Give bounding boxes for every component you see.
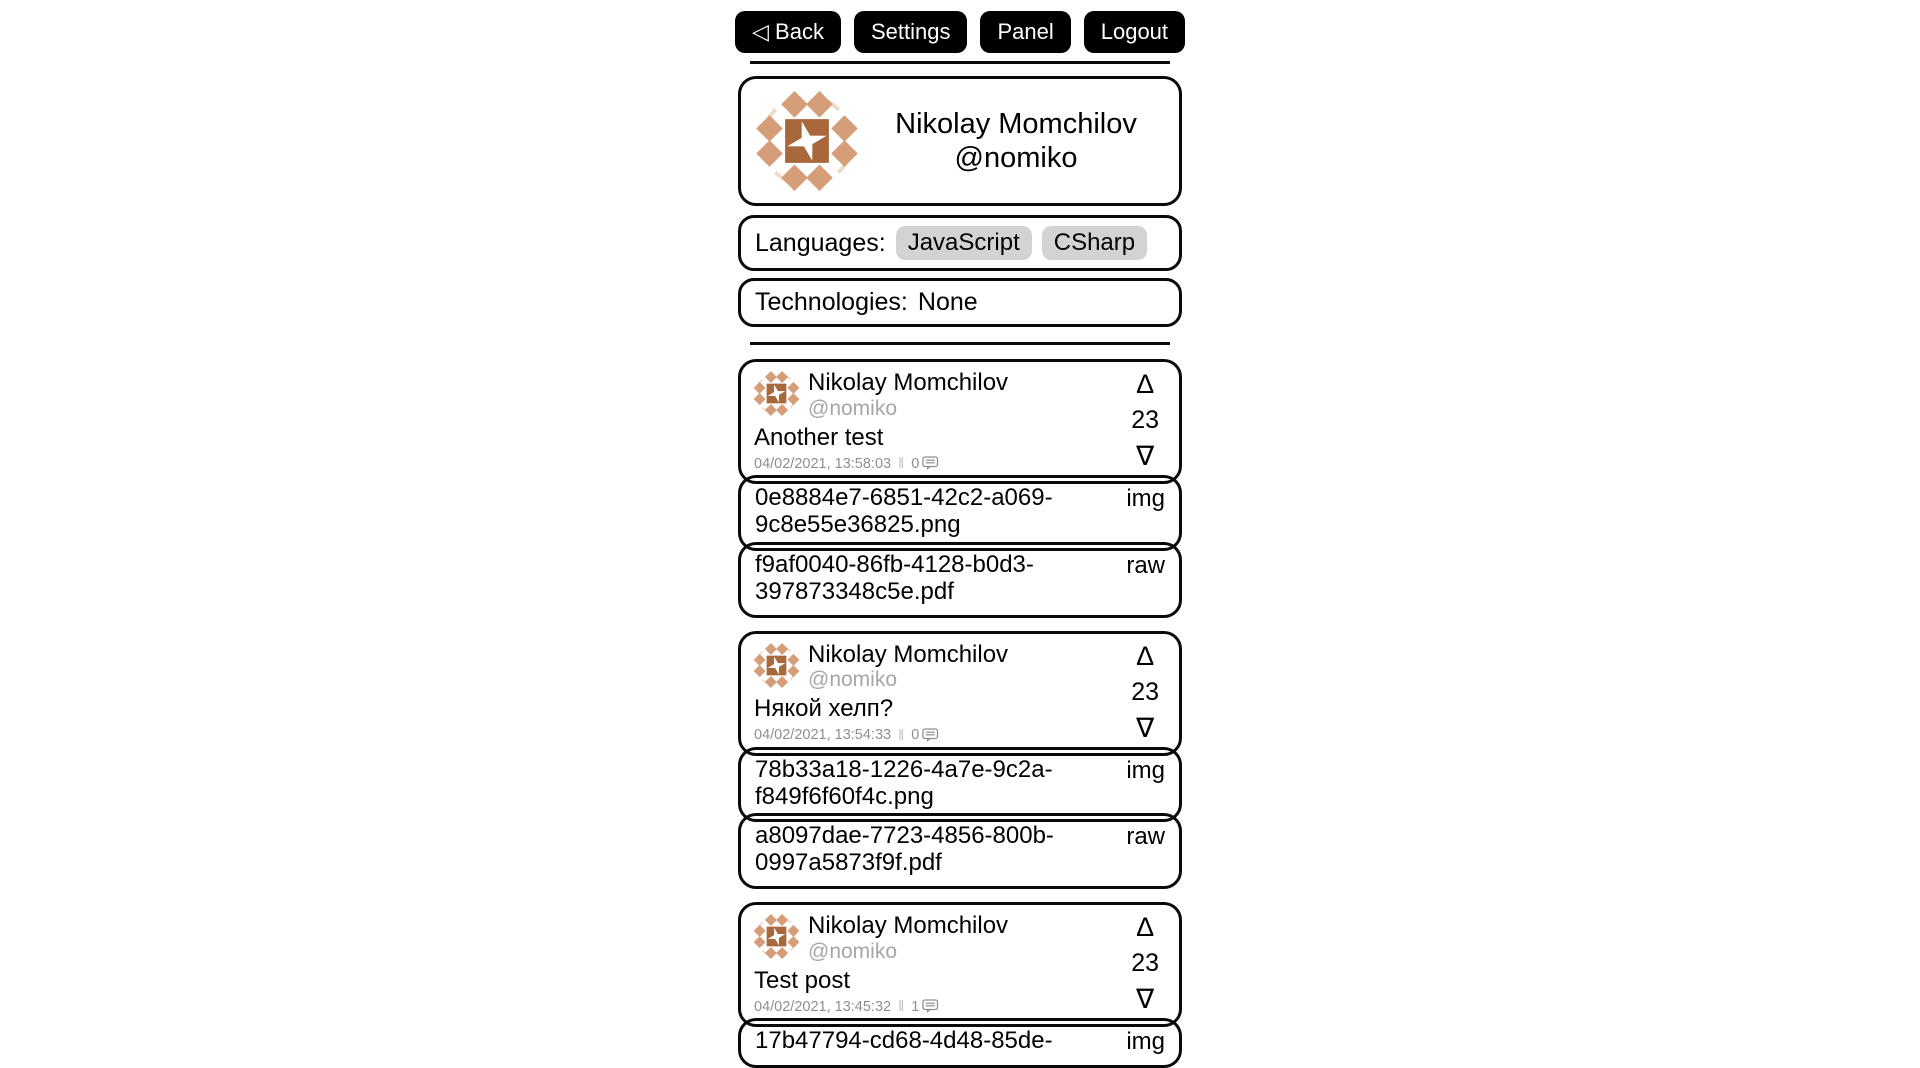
meta-separator: ‖ xyxy=(898,726,905,744)
post-author-avatar xyxy=(754,369,799,416)
comment-count: 1 xyxy=(911,998,920,1015)
post-comments xyxy=(911,999,939,1015)
post-timestamp: 04/02/2021, 13:54:33 xyxy=(754,727,892,744)
file-name: f9af0040-86fb-4128-b0d3-397873348c5e.pdf xyxy=(755,550,1034,605)
comment-icon xyxy=(922,999,939,1014)
file-name: 17b47794-cd68-4d48-85de- xyxy=(755,1027,1053,1055)
profile-name: Nikolay Momchilov xyxy=(895,107,1137,140)
language-tag: CSharp xyxy=(1042,226,1147,260)
downvote-button[interactable]: ∇ xyxy=(1136,441,1155,472)
profile-page xyxy=(738,0,1182,1068)
post-content xyxy=(754,912,1131,1015)
panel-button[interactable]: Panel xyxy=(980,11,1070,53)
file-name: 0e8884e7-6851-42c2-a069-9c8e55e36825.png xyxy=(755,484,1053,538)
technologies-card xyxy=(738,278,1182,327)
upvote-button[interactable]: Δ xyxy=(1136,912,1155,943)
post-meta xyxy=(754,727,1131,744)
post-author-avatar xyxy=(754,641,799,688)
post-group xyxy=(738,902,1182,1068)
post-title: Test post xyxy=(754,966,851,994)
posts-divider xyxy=(750,342,1170,345)
post-timestamp: 04/02/2021, 13:45:32 xyxy=(754,998,892,1015)
profile-card xyxy=(738,76,1182,206)
vote-count: 23 xyxy=(1131,949,1159,978)
back-button[interactable] xyxy=(735,11,841,53)
file-type-label: img xyxy=(1126,1028,1165,1056)
profile-handle: @nomiko xyxy=(954,142,1078,174)
post-author-name: Nikolay Momchilov xyxy=(808,912,1009,940)
post-group xyxy=(738,359,1182,618)
vote-count: 23 xyxy=(1131,406,1159,435)
post-author-handle: @nomiko xyxy=(808,939,898,963)
post-author-avatar xyxy=(754,912,799,959)
post-content xyxy=(754,369,1131,472)
meta-separator: ‖ xyxy=(898,455,905,473)
upvote-button[interactable]: Δ xyxy=(1136,369,1155,399)
toolbar xyxy=(738,11,1182,53)
languages-card xyxy=(738,215,1182,271)
file-type-label: img xyxy=(1126,756,1165,784)
post-author-name: Nikolay Momchilov xyxy=(808,369,1009,396)
post-comments xyxy=(911,727,939,743)
post-author-name: Nikolay Momchilov xyxy=(808,640,1009,668)
posts-list xyxy=(738,359,1182,1068)
file-attachment-row[interactable] xyxy=(738,747,1182,823)
file-name: a8097dae-7723-4856-800b-0997a5873f9f.pdf xyxy=(755,822,1054,877)
comment-icon xyxy=(922,456,939,471)
comment-icon xyxy=(922,728,939,743)
post-group xyxy=(738,631,1182,890)
post-author-handle: @nomiko xyxy=(808,668,898,692)
vote-column xyxy=(1131,641,1169,744)
post-meta xyxy=(754,998,1131,1015)
post-title: Another test xyxy=(754,423,884,451)
downvote-button[interactable]: ∇ xyxy=(1136,984,1155,1015)
file-attachment-row[interactable] xyxy=(738,475,1182,551)
post-author-handle: @nomiko xyxy=(808,396,898,420)
file-type-label: img xyxy=(1126,485,1165,513)
comment-count: 0 xyxy=(911,455,920,472)
back-arrow-icon: ◁ xyxy=(751,19,769,44)
file-name: 78b33a18-1226-4a7e-9c2a-f849f6f60f4c.png xyxy=(755,755,1053,810)
post-meta xyxy=(754,455,1131,472)
vote-count: 23 xyxy=(1131,677,1159,706)
post-card[interactable] xyxy=(738,359,1182,484)
post-card[interactable] xyxy=(738,631,1182,756)
post-card[interactable] xyxy=(738,902,1182,1027)
technologies-value: None xyxy=(917,288,978,316)
languages-label: Languages: xyxy=(755,228,886,257)
top-divider xyxy=(750,61,1170,64)
post-timestamp: 04/02/2021, 13:58:03 xyxy=(754,455,892,472)
meta-separator: ‖ xyxy=(898,998,905,1016)
file-attachment-row[interactable] xyxy=(738,813,1182,889)
settings-button[interactable]: Settings xyxy=(854,11,968,53)
downvote-button[interactable]: ∇ xyxy=(1136,712,1155,743)
upvote-button[interactable]: Δ xyxy=(1136,640,1155,671)
comment-count: 0 xyxy=(911,727,920,744)
file-attachment-row[interactable] xyxy=(738,542,1182,618)
file-type-label: raw xyxy=(1126,551,1165,579)
profile-avatar xyxy=(757,91,857,191)
post-title: Някой хелп? xyxy=(754,695,894,723)
language-tag: JavaScript xyxy=(896,226,1032,260)
technologies-label: Technologies: xyxy=(755,288,908,316)
post-comments xyxy=(911,456,939,472)
vote-column xyxy=(1131,369,1169,472)
profile-names xyxy=(869,107,1163,175)
back-button-label: Back xyxy=(775,19,824,44)
file-type-label: raw xyxy=(1126,823,1165,851)
vote-column xyxy=(1131,912,1169,1015)
post-content xyxy=(754,641,1131,744)
language-tags xyxy=(896,226,1147,260)
logout-button[interactable]: Logout xyxy=(1084,11,1185,53)
